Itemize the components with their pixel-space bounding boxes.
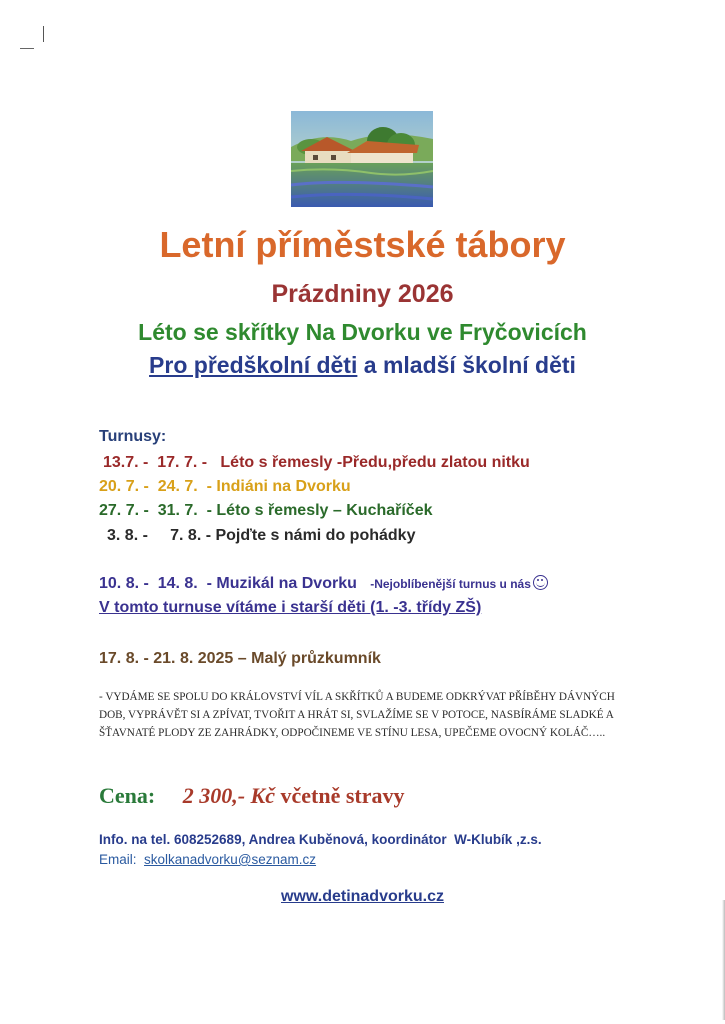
price	[99, 783, 405, 809]
session-item: 13.7. - 17. 7. - Léto s řemesly -Předu,předu zlatou nitku	[103, 454, 530, 471]
program-description: - VYDÁME SE SPOLU DO KRÁLOVSTVÍ VÍL A SKŘÍTKŮ A BUDEME ODKRÝVAT PŘÍBĚHY DÁVNÝCH DOB, VYPRÁVĚT SI A ZPÍVAT, TVOŘIT A HRÁT SI, SVLAŽÍME SE V POTOCE, NASBÍRÁME SLADKÉ A ŠŤAVNATÉ PLODY ZE ZAHRÁDKY, ODPOČINEME VE STÍNU LESA, UPEČEME OVOCNÝ KOLÁČ…..	[99, 691, 615, 739]
contact-info: Info. na tel. 608252689, Andrea Kuběnová, koordinátor W-Klubík ,z.s.	[99, 832, 542, 847]
tagline: Léto se skřítky Na Dvorku ve Fryčovicích	[138, 319, 587, 345]
session-item: 20. 7. - 24. 7. - Indiáni na Dvorku	[99, 478, 351, 495]
price-label: Cena:	[99, 783, 156, 808]
audience-rest: a mladší školní děti	[357, 352, 576, 378]
session-item: 3. 8. - 7. 8. - Pojďte s námi do pohádky	[107, 527, 416, 544]
website-link[interactable]: www.detinadvorku.cz	[281, 888, 444, 905]
page-title: Letní příměstské tábory	[159, 224, 566, 265]
email-label: Email:	[99, 852, 145, 867]
smiley-icon	[533, 575, 548, 590]
session-item: 27. 7. - 31. 7. - Léto s řemesly – Kuchaříček	[99, 502, 433, 519]
session-special-text: 10. 8. - 14. 8. - Muzikál na Dvorku	[99, 575, 371, 592]
scan-corner-mark	[20, 26, 46, 50]
landscape-painting	[291, 111, 433, 207]
contact-email	[99, 852, 316, 867]
subtitle: Prázdniny 2026	[271, 280, 454, 308]
email-link[interactable]: skolkanadvorku@seznam.cz	[144, 852, 317, 867]
price-amount: 2 300,- Kč	[182, 783, 275, 808]
price-includes: včetně stravy	[274, 783, 405, 808]
turnusy-label: Turnusy:	[99, 428, 167, 445]
older-kids-note: V tomto turnuse vítáme i starší děti (1. -3. třídy ZŠ)	[99, 599, 482, 616]
audience-underlined: Pro předškolní děti	[149, 352, 358, 378]
session-special-note: -Nejoblíbenější turnus u nás	[370, 577, 531, 591]
session-last: 17. 8. - 21. 8. 2025 – Malý průzkumník	[99, 650, 381, 667]
audience	[0, 352, 725, 379]
session-special	[99, 575, 548, 593]
